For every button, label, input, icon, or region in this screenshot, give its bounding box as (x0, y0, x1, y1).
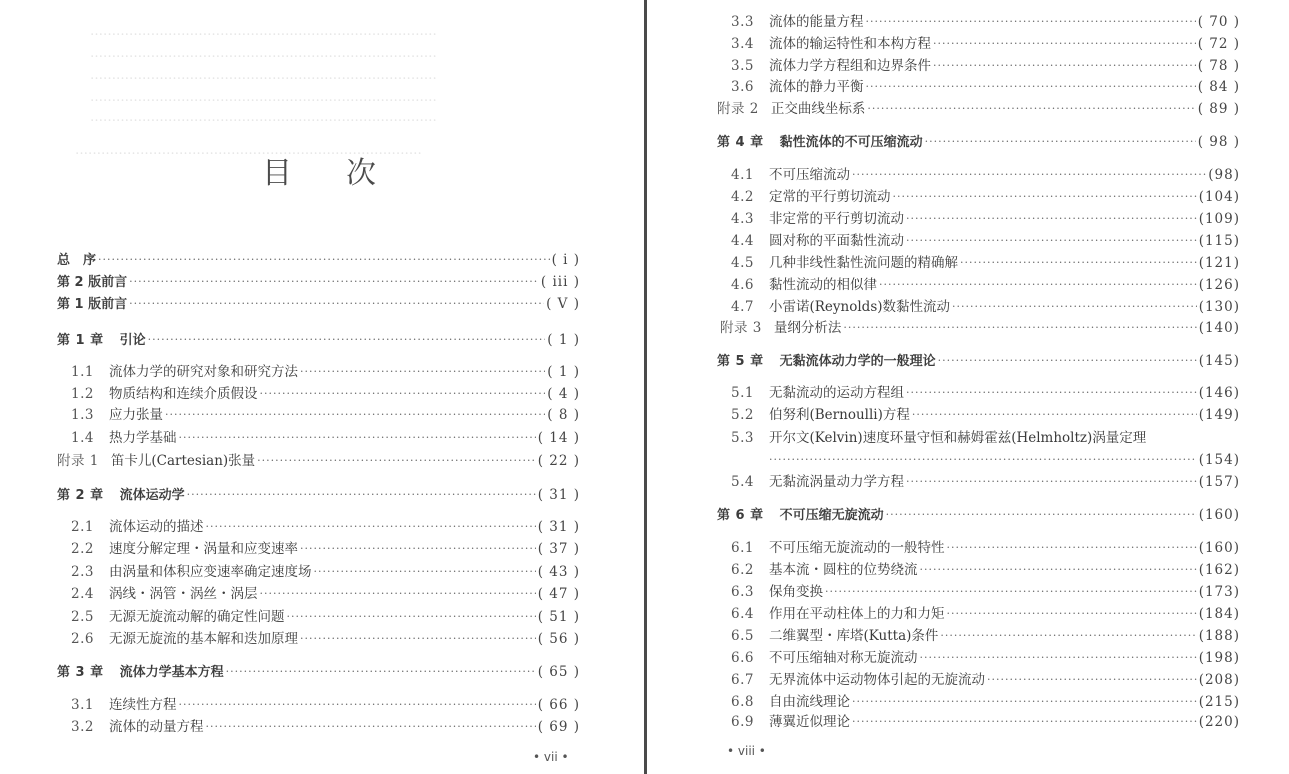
dot-leader (866, 15, 1196, 29)
toc-section-5-1[interactable]: 5.1 无黏流动的运动方程组 ····· (146) (731, 383, 1240, 403)
dot-leader (179, 698, 536, 712)
page-number: ( 70 ) (1197, 14, 1240, 30)
page-number: ( 56 ) (537, 631, 580, 647)
dot-leader (920, 563, 1197, 577)
bleed-through-text: ‥‥‥‥‥‥‥‥‥‥‥‥‥‥‥‥‥‥‥‥‥‥‥‥‥‥‥‥‥‥‥‥‥‥‥‥‥‥‥‥ (75, 143, 422, 158)
page-number: (154) (1198, 452, 1240, 468)
dot-leader (938, 354, 1197, 368)
dot-leader (960, 256, 1197, 270)
dot-leader (769, 453, 1197, 467)
dot-leader (260, 387, 546, 401)
page-number: (157) (1198, 474, 1240, 490)
toc-entry-preface-2nd[interactable]: 第 2 版前言 ····· ( iii ) (57, 272, 580, 292)
page-number: (130) (1198, 299, 1240, 315)
page-number: (121) (1198, 255, 1240, 271)
page-number: (160) (1198, 507, 1240, 523)
toc-section-1-3[interactable]: 1.3 应力张量 ····· ( 8 ) (71, 405, 580, 425)
page-number: ( 4 ) (547, 386, 580, 402)
dot-leader (920, 651, 1197, 665)
bleed-through-text: ‥‥‥‥‥‥‥‥‥‥‥‥‥‥‥‥‥‥‥‥‥‥‥‥‥‥‥‥‥‥‥‥‥‥‥‥‥‥‥‥ (90, 68, 437, 83)
dot-leader (287, 610, 536, 624)
dot-leader (98, 253, 550, 267)
dot-leader (852, 695, 1197, 709)
dot-leader (866, 80, 1196, 94)
toc-section-4-2[interactable]: 4.2 定常的平行剪切流动 ····· (104) (731, 187, 1240, 207)
toc-section-3-2[interactable]: 3.2 流体的动量方程 ····· ( 69 ) (71, 717, 580, 737)
page-number: ( 89 ) (1197, 101, 1240, 117)
page-number: ( 84 ) (1197, 79, 1240, 95)
page-number: ( 78 ) (1197, 58, 1240, 74)
toc-title (262, 148, 376, 192)
toc-section-6-1[interactable]: 6.1 不可压缩无旋流动的一般特性 ····· (160) (731, 538, 1240, 558)
toc-title-char: 目 (262, 156, 292, 191)
page-number: ( 98 ) (1197, 134, 1240, 150)
toc-section-6-2[interactable]: 6.2 基本流・圆柱的位势绕流 ····· (162) (731, 560, 1240, 580)
dot-leader (206, 720, 536, 734)
page-number: (220) (1198, 714, 1240, 730)
bleed-through-text: ‥‥‥‥‥‥‥‥‥‥‥‥‥‥‥‥‥‥‥‥‥‥‥‥‥‥‥‥‥‥‥‥‥‥‥‥‥‥‥‥ (90, 24, 437, 39)
toc-chapter-4[interactable]: 第 4 章 黏性流体的不可压缩流动 ····· ( 98 ) (717, 132, 1240, 152)
page-number: (145) (1198, 353, 1240, 369)
page-number: ( 47 ) (537, 586, 580, 602)
page-number: ( 72 ) (1197, 36, 1240, 52)
page-number: ( 14 ) (537, 430, 580, 446)
toc-section-5-3[interactable]: 5.3 开尔文(Kelvin)速度环量守恒和赫姆霍兹(Helmholtz)涡量定理 (731, 430, 1147, 446)
dot-leader (825, 585, 1197, 599)
toc-chapter-2[interactable]: 第 2 章 流体运动学 ····· ( 31 ) (57, 485, 580, 505)
dot-leader (912, 408, 1197, 422)
page-number: (162) (1198, 562, 1240, 578)
toc-section-4-5[interactable]: 4.5 几种非线性黏性流问题的精确解 ····· (121) (731, 253, 1240, 273)
toc-section-2-5[interactable]: 2.5 无源无旋流动解的确定性问题 ····· ( 51 ) (71, 607, 580, 627)
toc-section-3-4[interactable]: 3.4 流体的输运特性和本构方程 ····· ( 72 ) (731, 34, 1240, 54)
toc-section-2-1[interactable]: 2.1 流体运动的描述 ····· ( 31 ) (71, 517, 580, 537)
dot-leader (187, 488, 536, 502)
toc-appendix-3[interactable]: 附录 3 量纲分析法 ····· (140) (720, 318, 1240, 338)
page-footer-vii: • vii • (533, 750, 569, 764)
dot-leader (886, 508, 1197, 522)
toc-section-5-3-continuation[interactable] (769, 450, 1240, 470)
dot-leader (843, 321, 1196, 335)
page-number: (160) (1198, 540, 1240, 556)
toc-section-2-4[interactable]: 2.4 涡线・涡管・涡丝・涡层 ····· ( 47 ) (71, 584, 580, 604)
toc-section-2-2[interactable]: 2.2 速度分解定理・涡量和应变速率 ····· ( 37 ) (71, 539, 580, 559)
dot-leader (933, 59, 1196, 73)
dot-leader (300, 632, 536, 646)
page-number: (98) (1208, 167, 1240, 183)
page-number: (109) (1198, 211, 1240, 227)
dot-leader (314, 565, 536, 579)
toc-chapter-1[interactable]: 第 1 章 引论 ····· ( 1 ) (57, 330, 580, 350)
toc-chapter-3[interactable]: 第 3 章 流体力学基本方程 ····· ( 65 ) (57, 662, 580, 682)
toc-section-4-3[interactable]: 4.3 非定常的平行剪切流动 ····· (109) (731, 209, 1240, 229)
page-number: ( 51 ) (537, 609, 580, 625)
toc-appendix-1[interactable]: 附录 1 笛卡儿(Cartesian)张量 ····· ( 22 ) (57, 451, 580, 471)
dot-leader (260, 587, 536, 601)
page-number: ( 65 ) (537, 664, 580, 680)
page-number: (140) (1198, 320, 1240, 336)
toc-section-6-3[interactable]: 6.3 保角变换 ····· (173) (731, 582, 1240, 602)
dot-leader (179, 431, 536, 445)
dot-leader (879, 278, 1197, 292)
dot-leader (906, 234, 1197, 248)
page-number: (146) (1198, 385, 1240, 401)
page-number: ( 22 ) (537, 453, 580, 469)
toc-section-1-2[interactable]: 1.2 物质结构和连续介质假设 ····· ( 4 ) (71, 384, 580, 404)
page-number: (173) (1198, 584, 1240, 600)
page-number: (126) (1198, 277, 1240, 293)
dot-leader (867, 102, 1195, 116)
toc-section-4-4[interactable]: 4.4 圆对称的平面黏性流动 ····· (115) (731, 231, 1240, 251)
toc-section-6-9[interactable]: 6.9 薄翼近似理论 ····· (220) (731, 712, 1240, 732)
dot-leader (987, 673, 1197, 687)
page-number: ( 69 ) (537, 719, 580, 735)
bleed-through-text: ‥‥‥‥‥‥‥‥‥‥‥‥‥‥‥‥‥‥‥‥‥‥‥‥‥‥‥‥‥‥‥‥‥‥‥‥‥‥‥‥ (90, 90, 437, 105)
toc-chapter-6[interactable]: 第 6 章 不可压缩无旋流动 ····· (160) (717, 505, 1240, 525)
dot-leader (940, 629, 1196, 643)
page-number: ( 31 ) (537, 487, 580, 503)
page-number: (149) (1198, 407, 1240, 423)
dot-leader (852, 715, 1197, 729)
page-number: ( 43 ) (537, 564, 580, 580)
dot-leader (906, 386, 1197, 400)
toc-appendix-2[interactable]: 附录 2 正交曲线坐标系 ····· ( 89 ) (717, 99, 1240, 119)
page-number: ( i ) (551, 252, 580, 268)
toc-section-6-6[interactable]: 6.6 不可压缩轴对称无旋流动 ····· (198) (731, 648, 1240, 668)
dot-leader (226, 665, 536, 679)
page-number: (208) (1198, 672, 1240, 688)
page-number: (215) (1198, 694, 1240, 710)
dot-leader (852, 168, 1206, 182)
toc-entry-preface-1st[interactable]: 第 1 版前言 ····· ( V ) (57, 294, 580, 314)
toc-title-char: 次 (346, 156, 376, 191)
page-number: ( 8 ) (547, 407, 580, 423)
toc-section-2-6[interactable]: 2.6 无源无旋流的基本解和迭加原理 ····· ( 56 ) (71, 629, 580, 649)
toc-entry-preface-general[interactable]: 总 序 ····· ( i ) (57, 250, 580, 270)
dot-leader (300, 365, 545, 379)
page-footer-viii: • viii • (727, 744, 766, 758)
dot-leader (947, 541, 1197, 555)
dot-leader (906, 212, 1197, 226)
dot-leader (129, 297, 544, 311)
toc-section-6-7[interactable]: 6.7 无界流体中运动物体引起的无旋流动 ····· (208) (731, 670, 1240, 690)
toc-section-4-7[interactable]: 4.7 小雷诺(Reynolds)数黏性流动 ····· (130) (731, 297, 1240, 317)
dot-leader (300, 542, 536, 556)
toc-section-3-3[interactable]: 3.3 流体的能量方程 ····· ( 70 ) (731, 12, 1240, 32)
dot-leader (947, 607, 1197, 621)
dot-leader (925, 135, 1196, 149)
page-number: ( 37 ) (537, 541, 580, 557)
page-number: (188) (1198, 628, 1240, 644)
toc-section-6-4[interactable]: 6.4 作用在平动柱体上的力和力矩 ····· (184) (731, 604, 1240, 624)
toc-section-3-1[interactable]: 3.1 连续性方程 ····· ( 66 ) (71, 695, 580, 715)
page-number: (198) (1198, 650, 1240, 666)
page-number: (184) (1198, 606, 1240, 622)
dot-leader (257, 454, 536, 468)
toc-section-6-8[interactable]: 6.8 自由流线理论 ····· (215) (731, 692, 1240, 712)
toc-chapter-5[interactable]: 第 5 章 无黏流体动力学的一般理论 ····· (145) (717, 351, 1240, 371)
bleed-through-text: ‥‥‥‥‥‥‥‥‥‥‥‥‥‥‥‥‥‥‥‥‥‥‥‥‥‥‥‥‥‥‥‥‥‥‥‥‥‥‥‥ (90, 110, 437, 125)
page-number: ( 66 ) (537, 697, 580, 713)
dot-leader (952, 300, 1197, 314)
toc-section-2-3[interactable]: 2.3 由涡量和体积应变速率确定速度场 ····· ( 43 ) (71, 562, 580, 582)
bleed-through-text: ‥‥‥‥‥‥‥‥‥‥‥‥‥‥‥‥‥‥‥‥‥‥‥‥‥‥‥‥‥‥‥‥‥‥‥‥‥‥‥‥ (90, 46, 437, 61)
dot-leader (165, 408, 545, 422)
page-number: (104) (1198, 189, 1240, 205)
toc-section-5-2[interactable]: 5.2 伯努利(Bernoulli)方程 ····· (149) (731, 405, 1240, 425)
dot-leader (148, 333, 546, 347)
page-number: ( 1 ) (547, 364, 580, 380)
page-number: ( 31 ) (537, 519, 580, 535)
toc-section-4-6[interactable]: 4.6 黏性流动的相似律 ····· (126) (731, 275, 1240, 295)
page-number: ( V ) (546, 296, 580, 312)
dot-leader (129, 275, 539, 289)
page-number: ( 1 ) (547, 332, 580, 348)
page-number: (115) (1198, 233, 1240, 249)
toc-section-6-5[interactable]: 6.5 二维翼型・库塔(Kutta)条件 ····· (188) (731, 626, 1240, 646)
dot-leader (893, 190, 1197, 204)
dot-leader (933, 37, 1196, 51)
toc-section-1-4[interactable]: 1.4 热力学基础 ····· ( 14 ) (71, 428, 580, 448)
toc-section-5-4[interactable]: 5.4 无黏流涡量动力学方程 ····· (157) (731, 472, 1240, 492)
toc-section-1-1[interactable]: 1.1 流体力学的研究对象和研究方法 ····· ( 1 ) (71, 362, 580, 382)
toc-section-3-5[interactable]: 3.5 流体力学方程组和边界条件 ····· ( 78 ) (731, 56, 1240, 76)
toc-section-4-1[interactable]: 4.1 不可压缩流动 ····· (98) (731, 165, 1240, 185)
page-number: ( iii ) (540, 274, 580, 290)
dot-leader (906, 475, 1197, 489)
toc-section-3-6[interactable]: 3.6 流体的静力平衡 ····· ( 84 ) (731, 77, 1240, 97)
dot-leader (206, 520, 536, 534)
